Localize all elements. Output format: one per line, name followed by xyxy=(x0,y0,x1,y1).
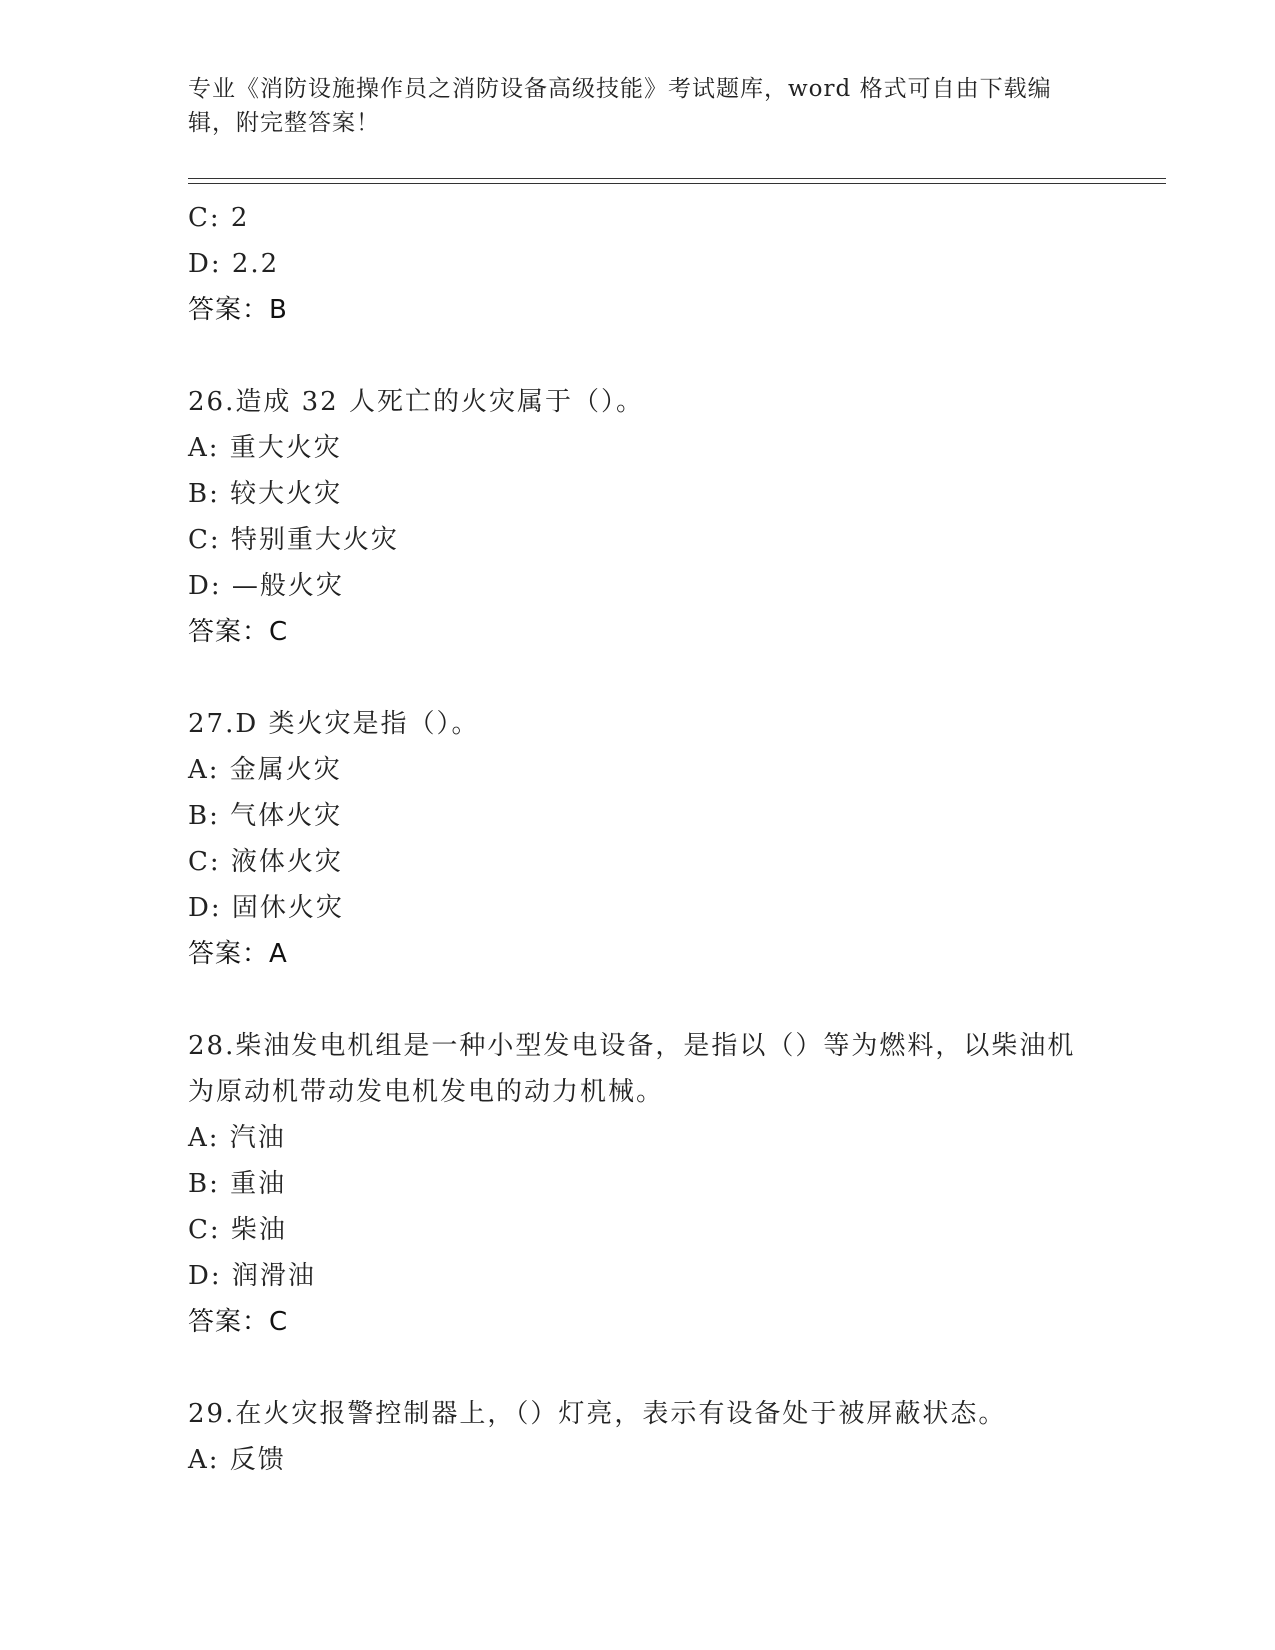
option-b: B: 气体火灾 xyxy=(188,801,343,831)
option-b: B: 重油 xyxy=(188,1169,287,1199)
question-stem: 26.造成 32 人死亡的火灾属于（）。 xyxy=(188,387,644,417)
header-divider-secondary xyxy=(188,183,1166,184)
document-header: 专业《消防设施操作员之消防设备高级技能》考试题库，word 格式可自由下载编辑，附完整答案！ xyxy=(188,76,1052,136)
option-d: D: 润滑油 xyxy=(188,1261,316,1291)
answer-line: 答案：C xyxy=(188,617,289,647)
question-stem: 27.D 类火灾是指（）。 xyxy=(188,709,480,739)
option-a: A: 反馈 xyxy=(188,1445,286,1475)
option-c: C: 柴油 xyxy=(188,1215,287,1245)
option-a: A: 重大火灾 xyxy=(188,433,342,463)
option-d: D: 2.2 xyxy=(188,249,280,279)
answer-line: 答案：A xyxy=(188,939,288,969)
option-d: D: —般火灾 xyxy=(188,571,344,601)
option-b: B: 较大火灾 xyxy=(188,479,343,509)
option-c: C: 特别重大火灾 xyxy=(188,525,399,555)
option-d: D: 固休火灾 xyxy=(188,893,344,923)
question-list xyxy=(188,195,1088,1483)
option-a: A: 汽油 xyxy=(188,1123,286,1153)
header-divider xyxy=(188,178,1166,179)
question-stem: 28.柴油发电机组是一种小型发电设备，是指以（）等为燃料，以柴油机为原动机带动发电机发电的动力机械。 xyxy=(188,1031,1076,1107)
answer-line: 答案：B xyxy=(188,295,288,325)
answer-line: 答案：C xyxy=(188,1307,289,1337)
option-c: C: 2 xyxy=(188,203,250,233)
option-a: A: 金属火灾 xyxy=(188,755,342,785)
option-c: C: 液体火灾 xyxy=(188,847,343,877)
question-stem: 29.在火灾报警控制器上，（）灯亮，表示有设备处于被屏蔽状态。 xyxy=(188,1399,1007,1429)
